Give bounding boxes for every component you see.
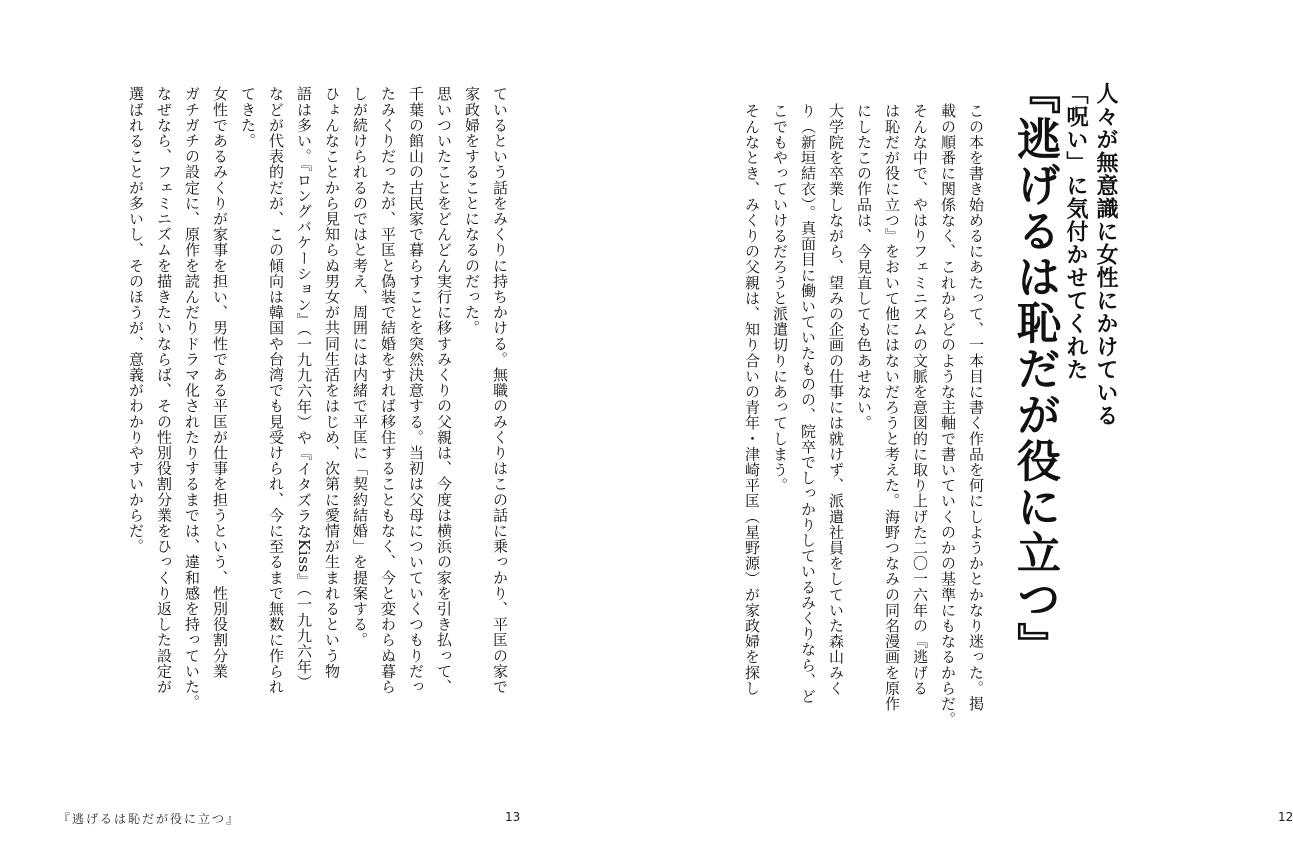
left-body-line: 家政婦をすることになるのだった。 [463, 86, 481, 336]
left-body-line: ひょんなことから見知らぬ男女が共同生活をはじめ、次第に愛情が生まれるという物 [323, 86, 341, 679]
left-body-line: しが続けられるのではと考え、周囲には内緒で平匡に「契約結婚」を提案する。 [351, 86, 369, 648]
chapter-subheading [1060, 82, 1120, 427]
left-body-line: たみくりだったが、平匡と偽装で結婚をすれば移住することもなく、今と変わらぬ暮ら [379, 86, 397, 695]
right-body-line: 大学院を卒業しながら、望みの企画の仕事には就けず、派遣社員をしていた森山みく [827, 103, 845, 696]
subheading-line-1: 人々が無意識に女性にかけている [1093, 82, 1118, 427]
right-body-line: にしたこの作品は、今見直しても色あせない。 [855, 103, 873, 431]
right-body-line: こでもやっていけるだろうと派遣切りにあってしまう。 [771, 103, 789, 493]
right-body-line: この本を書き始めるにあたって、一本目に書く作品を何にしようかとかなり迷った。掲 [967, 103, 985, 712]
right-page-body [738, 103, 990, 763]
right-body-line: そんなとき、みくりの父親は、知り合いの青年・津崎平匡（星野源）が家政婦を探し [743, 103, 761, 696]
left-body-line: ているという話をみくりに持ちかける。無職のみくりはこの話に乗っかり、平匡の家で [491, 86, 509, 695]
left-page-body [122, 86, 514, 776]
left-body-line: 選ばれることが多いし、そのほうが、意義がわかりやすいからだ。 [127, 86, 145, 554]
left-body-line: 女性であるみくりが家事を担い、男性である平匡が仕事を担うという、性別役割分業 [211, 86, 229, 679]
left-body-line: などが代表的だが、この傾向は韓国や台湾でも見受けられ、今に至るまで無数に作られ [267, 86, 285, 695]
page-number-12: 12 [1278, 810, 1293, 824]
left-body-line: 思いついたことをどんどん実行に移すみくりの父親は、今度は横浜の家を引き払って、 [435, 86, 453, 695]
page-number-13: 13 [505, 810, 521, 824]
left-body-line: 語は多い。『ロングバケーション』（一九九六年）や『イタズラなKiss』（一九九六年） [295, 86, 313, 691]
left-body-line: てきた。 [239, 86, 257, 149]
left-body-line: 千葉の館山の古民家で暮らすことを突然決意する。当初は父母についていくつもりだっ [407, 86, 425, 695]
subheading-line-2: 「呪い」に気付かせてくれた [1063, 82, 1088, 381]
chapter-title: 『逃げるは恥だが役に立つ』 [1009, 70, 1060, 668]
right-page [600, 0, 1293, 867]
left-page [0, 0, 600, 867]
right-body-line: は恥だが役に立つ』をおいて他にはないだろうと考えた。海野つなみの同名漫画を原作 [883, 103, 901, 712]
left-body-line: ガチガチの設定に、原作を読んだりドラマ化されたりするまでは、違和感を持っていた。 [183, 86, 201, 710]
running-head: 『逃げるは恥だが役に立つ』 [58, 812, 241, 826]
right-body-line: 載の順番に関係なく、これからどのような主軸で書いていくのかの基準にもなるからだ。 [939, 103, 957, 727]
right-body-line: そんな中で、やはりフェミニズムの文脈を意図的に取り上げた二〇一六年の『逃げる [911, 103, 929, 696]
left-body-line: なぜなら、フェミニズムを描きたいならば、その性別役割分業をひっくり返した設定が [155, 86, 173, 695]
right-body-line: り（新垣結衣）。真面目に働いていたものの、院卒でしっかりしているみくりなら、ど [799, 103, 817, 704]
